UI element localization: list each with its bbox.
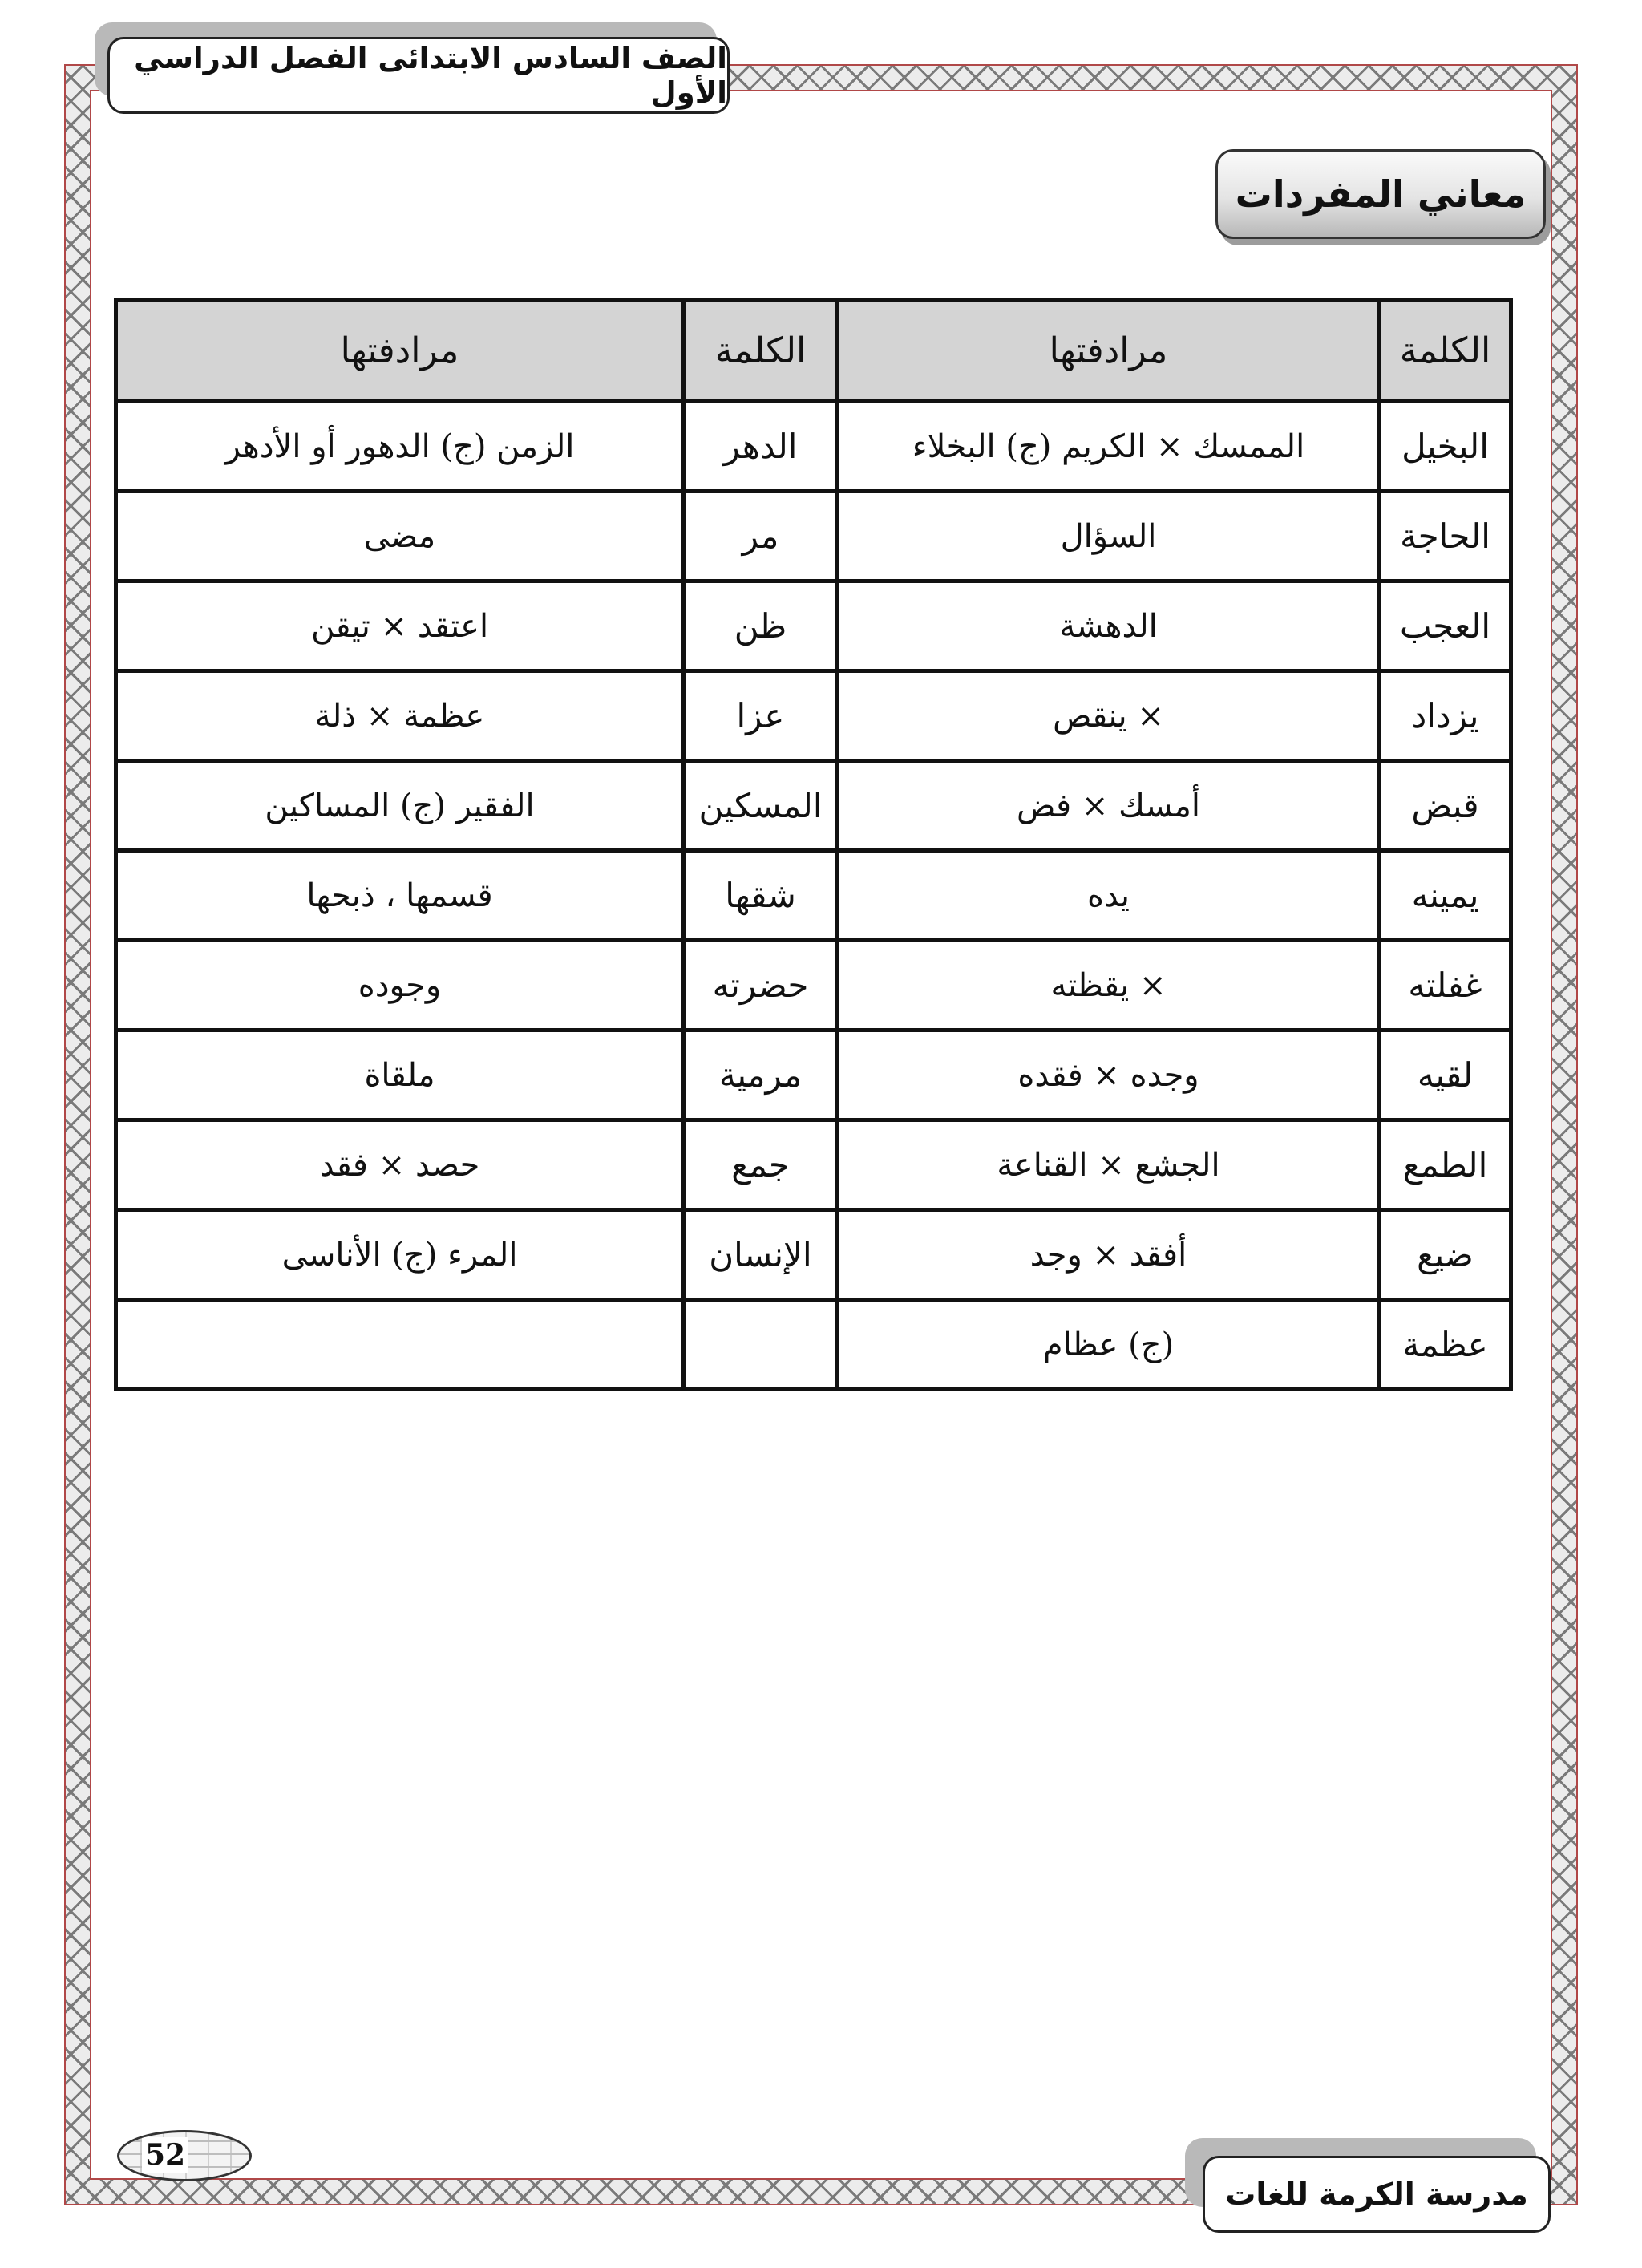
meaning-cell: وجده × فقده — [838, 1031, 1380, 1120]
meaning-cell: (ج) عظام — [838, 1300, 1380, 1390]
meaning-cell: الجشع × القناعة — [838, 1120, 1380, 1210]
word-cell: مرمية — [684, 1031, 838, 1120]
word-cell: الإنسان — [684, 1210, 838, 1300]
meaning-cell: قسمها ، ذبحها — [116, 851, 684, 941]
meaning-cell: ملقاة — [116, 1031, 684, 1120]
header-word-1: الكلمة — [1380, 301, 1511, 402]
meaning-cell: الممسك × الكريم (ج) البخلاء — [838, 402, 1380, 492]
meaning-cell: يده — [838, 851, 1380, 941]
meaning-cell: مضى — [116, 492, 684, 581]
meaning-cell: حصد × فقد — [116, 1120, 684, 1210]
table-row — [116, 941, 1511, 1031]
header-word-2: الكلمة — [684, 301, 838, 402]
vocabulary-table — [114, 298, 1513, 1391]
header-title: الصف السادس الابتدائى الفصل الدراسي الأول — [107, 37, 730, 114]
meaning-cell: السؤال — [838, 492, 1380, 581]
word-cell: يزداد — [1380, 671, 1511, 761]
meaning-cell: الفقير (ج) المساكين — [116, 761, 684, 851]
word-cell: مر — [684, 492, 838, 581]
table-row — [116, 1120, 1511, 1210]
meaning-cell: × يقظته — [838, 941, 1380, 1031]
word-cell: العجب — [1380, 581, 1511, 671]
table-row — [116, 581, 1511, 671]
table-row — [116, 492, 1511, 581]
word-cell: عزا — [684, 671, 838, 761]
word-cell: لقيه — [1380, 1031, 1511, 1120]
meaning-cell: الزمن (ج) الدهور أو الأدهر — [116, 402, 684, 492]
header-meaning-1: مرادفتها — [838, 301, 1380, 402]
word-cell: البخيل — [1380, 402, 1511, 492]
school-name: مدرسة الكرمة للغات — [1203, 2156, 1551, 2233]
meaning-cell: أفقد × وجد — [838, 1210, 1380, 1300]
meaning-cell: أمسك × فض — [838, 761, 1380, 851]
table-row — [116, 1031, 1511, 1120]
table-row — [116, 1210, 1511, 1300]
table-row — [116, 851, 1511, 941]
meaning-cell: اعتقد × تيقن — [116, 581, 684, 671]
word-cell: قبض — [1380, 761, 1511, 851]
word-cell: جمع — [684, 1120, 838, 1210]
word-cell: الدهر — [684, 402, 838, 492]
word-cell: الحاجة — [1380, 492, 1511, 581]
meaning-cell: وجوده — [116, 941, 684, 1031]
word-cell — [684, 1300, 838, 1390]
word-cell: غفلته — [1380, 941, 1511, 1031]
page-number-badge — [117, 2130, 252, 2181]
word-cell: الطمع — [1380, 1120, 1511, 1210]
word-cell: ضيع — [1380, 1210, 1511, 1300]
section-title: معاني المفردات — [1215, 149, 1546, 239]
word-cell: يمينه — [1380, 851, 1511, 941]
meaning-cell — [116, 1300, 684, 1390]
word-cell: المسكين — [684, 761, 838, 851]
table-row — [116, 671, 1511, 761]
table-row — [116, 1300, 1511, 1390]
meaning-cell: المرء (ج) الأناسى — [116, 1210, 684, 1300]
page-number: 52 — [142, 2137, 188, 2173]
meaning-cell: × ينقص — [838, 671, 1380, 761]
header-meaning-2: مرادفتها — [116, 301, 684, 402]
word-cell: شقها — [684, 851, 838, 941]
table-header-row — [116, 301, 1511, 402]
meaning-cell: عظمة × ذلة — [116, 671, 684, 761]
word-cell: ظن — [684, 581, 838, 671]
meaning-cell: الدهشة — [838, 581, 1380, 671]
table-row — [116, 402, 1511, 492]
word-cell: حضرته — [684, 941, 838, 1031]
table-row — [116, 761, 1511, 851]
word-cell: عظمة — [1380, 1300, 1511, 1390]
